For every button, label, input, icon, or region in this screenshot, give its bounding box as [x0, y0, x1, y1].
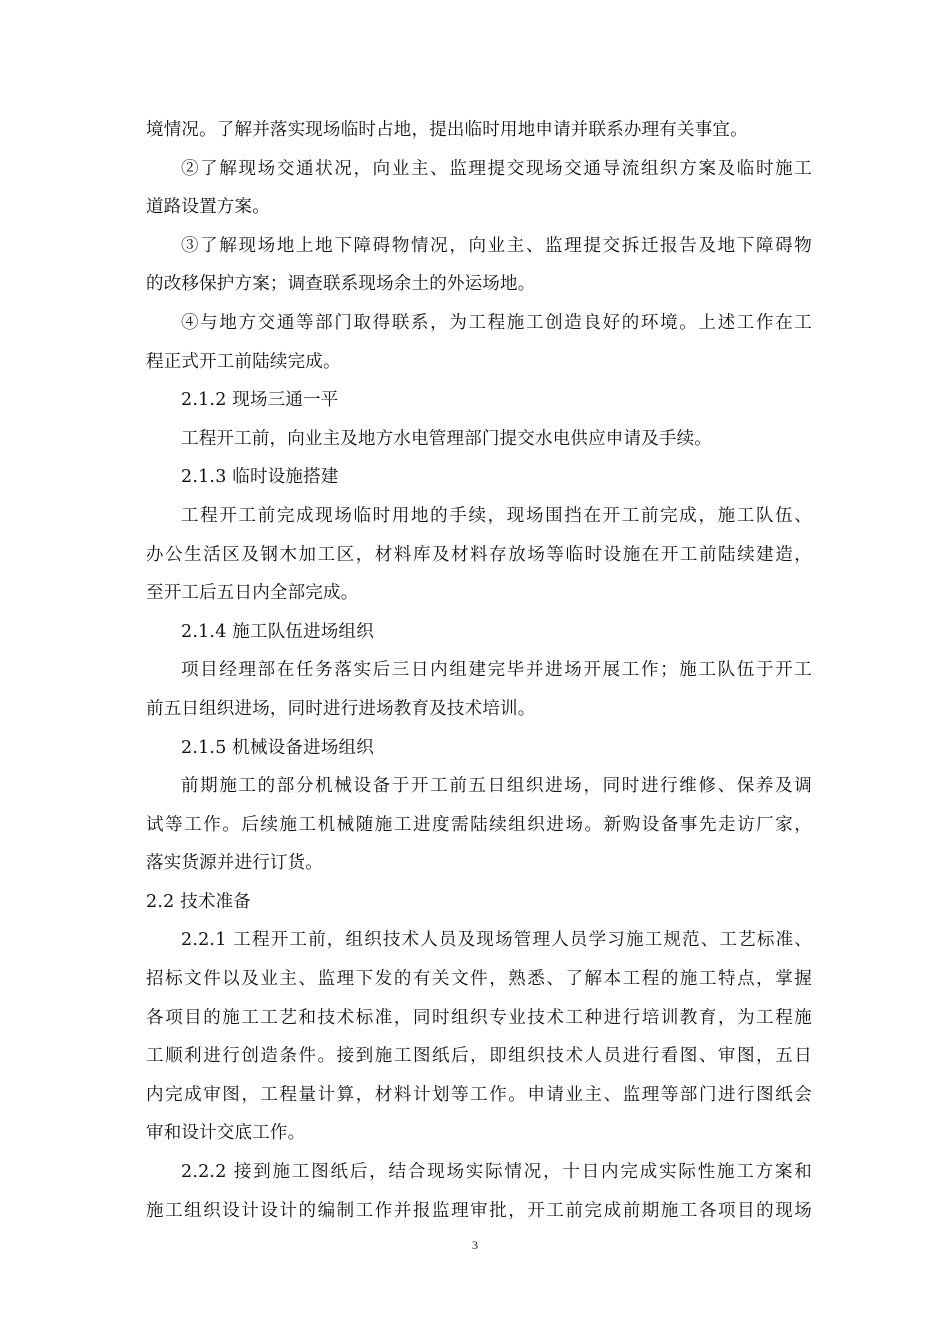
text-line: 审和设计交底工作。 [146, 1123, 306, 1144]
page-number: 3 [472, 1238, 478, 1252]
text-line: 落实货源并进行订货。 [146, 853, 323, 874]
text-line: 办公生活区及钢木加工区，材料库及材料存放场等临时设施在开工前陆续建造， [146, 544, 812, 565]
document-body [146, 111, 812, 1230]
text-line: 工顺利进行创造条件。接到施工图纸后，即组织技术人员进行看图、审图，五日 [146, 1046, 812, 1067]
text-line: 前期施工的部分机械设备于开工前五日组织进场，同时进行维修、保养及调 [181, 776, 812, 797]
text-line: ④与地方交通等部门取得联系，为工程施工创造良好的环境。上述工作在工 [181, 312, 812, 333]
text-line: 境情况。了解并落实现场临时占地，提出临时用地申请并联系办理有关事宜。 [146, 120, 748, 140]
text-line: 工程开工前完成现场临时用地的手续，现场围挡在开工前完成，施工队伍、 [181, 505, 812, 526]
text-line: 工程开工前，向业主及地方水电管理部门提交水电供应申请及手续。 [181, 428, 712, 449]
text-line: 程正式开工前陆续完成。 [146, 351, 341, 372]
text-line: 2.2 技术准备 [146, 891, 251, 912]
text-line: 试等工作。后续施工机械随施工进度需陆续组织进场。新购设备事先走访厂家， [146, 814, 812, 835]
text-line: 前五日组织进场，同时进行进场教育及技术培训。 [146, 698, 536, 719]
text-line: 道路设置方案。 [146, 197, 270, 218]
text-line: 2.1.3 临时设施搭建 [181, 467, 339, 488]
text-line: ②了解现场交通状况，向业主、监理提交现场交通导流组织方案及临时施工 [181, 158, 812, 179]
text-line: 2.2.1 工程开工前，组织技术人员及现场管理人员学习施工规范、工艺标准、 [181, 930, 812, 951]
text-line: ③了解现场地上地下障碍物情况，向业主、监理提交拆迁报告及地下障碍物 [181, 235, 812, 256]
text-line: 至开工后五日内全部完成。 [146, 583, 359, 604]
text-line: 施工组织设计设计的编制工作并报监理审批，开工前完成前期施工各项目的现场 [146, 1200, 812, 1221]
text-line: 项目经理部在任务落实后三日内组建完毕并进场开展工作；施工队伍于开工 [181, 660, 812, 681]
text-line: 内完成审图，工程量计算，材料计划等工作。申请业主、监理等部门进行图纸会 [146, 1084, 812, 1105]
text-line: 2.1.4 施工队伍进场组织 [181, 621, 374, 642]
text-line: 各项目的施工工艺和技术标准，同时组织专业技术工种进行培训教育，为工程施 [146, 1007, 812, 1028]
text-line: 2.1.5 机械设备进场组织 [181, 737, 374, 758]
text-line: 2.2.2 接到施工图纸后，结合现场实际情况，十日内完成实际性施工方案和 [181, 1162, 812, 1183]
text-line: 招标文件以及业主、监理下发的有关文件，熟悉、了解本工程的施工特点，掌握 [146, 969, 812, 990]
text-line: 2.1.2 现场三通一平 [181, 390, 339, 411]
text-line: 的改移保护方案；调查联系现场余土的外运场地。 [146, 274, 536, 295]
